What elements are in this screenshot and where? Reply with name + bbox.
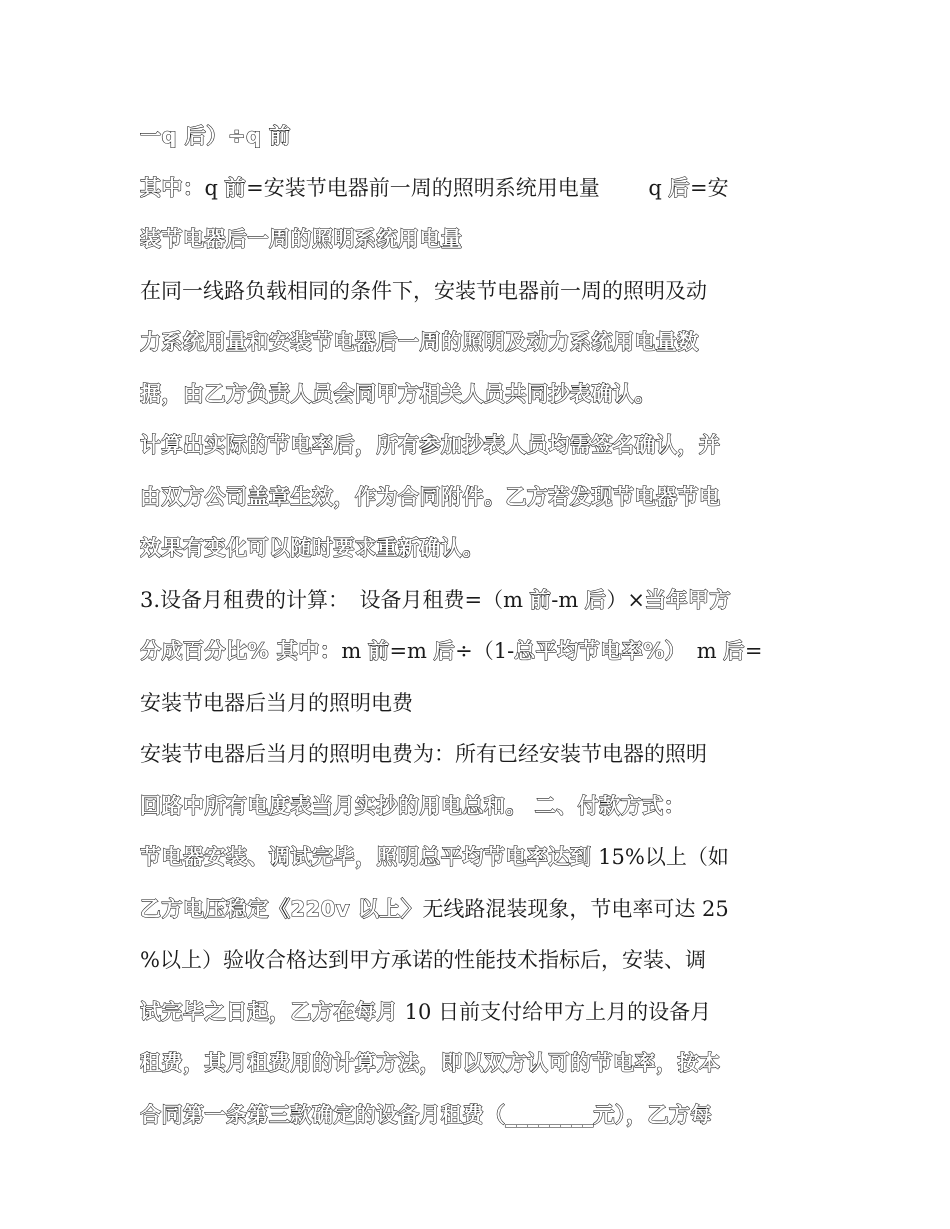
text-line <box>140 987 820 1039</box>
text-line <box>140 163 820 215</box>
text-outlined: 合同第一条第三款确定的设备月租费（________元），乙方每 <box>140 1102 712 1127</box>
text-plain: 15%以上（如 <box>591 845 729 869</box>
text-plain: m <box>341 639 368 663</box>
text-line <box>140 1038 820 1090</box>
text-line <box>140 317 820 369</box>
text-outlined: 力系统用量和安装节电器后一周的照明及动力系统用电量数 <box>140 330 699 354</box>
text-outlined: 乙方电压稳定《220v 以上〉 <box>140 896 423 921</box>
text-line <box>140 678 820 730</box>
text-line <box>140 111 820 163</box>
text-outlined: 一q 后）÷q 前 <box>140 124 291 148</box>
text-line <box>140 369 820 421</box>
text-line <box>140 832 820 884</box>
text-line <box>140 626 820 678</box>
text-line <box>140 472 820 524</box>
text-plain: 无线路混装现象，节电率可达 25 <box>422 896 729 921</box>
text-outlined: 租费，其月租费用的计算方法，即以双方认可的节电率，按本 <box>140 1051 721 1075</box>
text-line <box>140 266 820 318</box>
text-outlined: 总平均节电率%） <box>514 639 676 663</box>
text-outlined: 据，由乙方负责人员会同甲方相关人员共同抄表确认。 <box>140 381 656 406</box>
text-outlined: 效果有变化可以随时要求重新确认。 <box>140 536 484 560</box>
text-plain: 安装节电器后当月的照明电费为：所有已经安装节电器的照明 <box>140 742 707 766</box>
text-outlined: 分成百分比% 其中： <box>140 639 342 663</box>
text-plain: 安装节电器后当月的照明电费 <box>140 690 413 715</box>
text-outlined: 后 <box>668 175 691 200</box>
text-plain: 3.设备月租费的计算： 设备月租费=（m <box>140 587 530 612</box>
text-plain: = <box>744 639 763 663</box>
text-outlined: 前 <box>529 587 552 612</box>
text-line <box>140 420 820 472</box>
text-line <box>140 1090 820 1142</box>
text-outlined: 试完毕之日起，乙方在每月 <box>140 999 398 1024</box>
text-outlined: 后 <box>723 639 745 663</box>
text-plain: ）× <box>606 587 646 612</box>
text-plain: %以上）验收合格达到甲方承诺的性能技术指标后，安装、调 <box>140 948 706 972</box>
text-line <box>140 935 820 987</box>
text-plain: =安装节电器前一周的照明系统用电量 q <box>246 175 669 200</box>
text-line <box>140 214 820 266</box>
text-plain: =安 <box>690 175 729 200</box>
text-plain: 10 日前支付给甲方上月的设备月 <box>398 999 712 1024</box>
text-plain: -m <box>551 587 585 612</box>
text-plain: ÷（1- <box>455 639 515 663</box>
text-line <box>140 729 820 781</box>
text-outlined: 前 <box>224 175 247 200</box>
text-line <box>140 575 820 627</box>
text-outlined: 后 <box>433 639 456 663</box>
text-outlined: 由双方公司盖章生效，作为合同附件。乙方若发现节电器节电 <box>140 484 721 509</box>
text-outlined: 节电器安装、调试完毕，照明总平均节电率达到 <box>140 845 592 869</box>
text-outlined: 后 <box>584 587 607 612</box>
text-plain: m <box>675 639 724 663</box>
text-line <box>140 884 820 936</box>
text-outlined: 装节电器后一周的照明系统用电量 <box>140 227 463 251</box>
text-plain: 在同一线路负载相同的条件下，安装节电器前一周的照明及动 <box>140 278 707 303</box>
text-outlined: 前 <box>367 639 390 663</box>
contract-text-body <box>140 111 820 1141</box>
text-outlined: 计算出实际的节电率后，所有参加抄表人员均需签名确认，并 <box>140 433 721 457</box>
text-outlined: 回路中所有电度表当月实抄的用电总和。 二、付款方式： <box>140 793 686 818</box>
text-line <box>140 523 820 575</box>
text-outlined: 当年甲方 <box>645 587 732 612</box>
text-line <box>140 781 820 833</box>
text-outlined: 其中： <box>140 175 205 200</box>
text-plain: q <box>204 175 225 200</box>
text-plain: =m <box>389 639 434 663</box>
